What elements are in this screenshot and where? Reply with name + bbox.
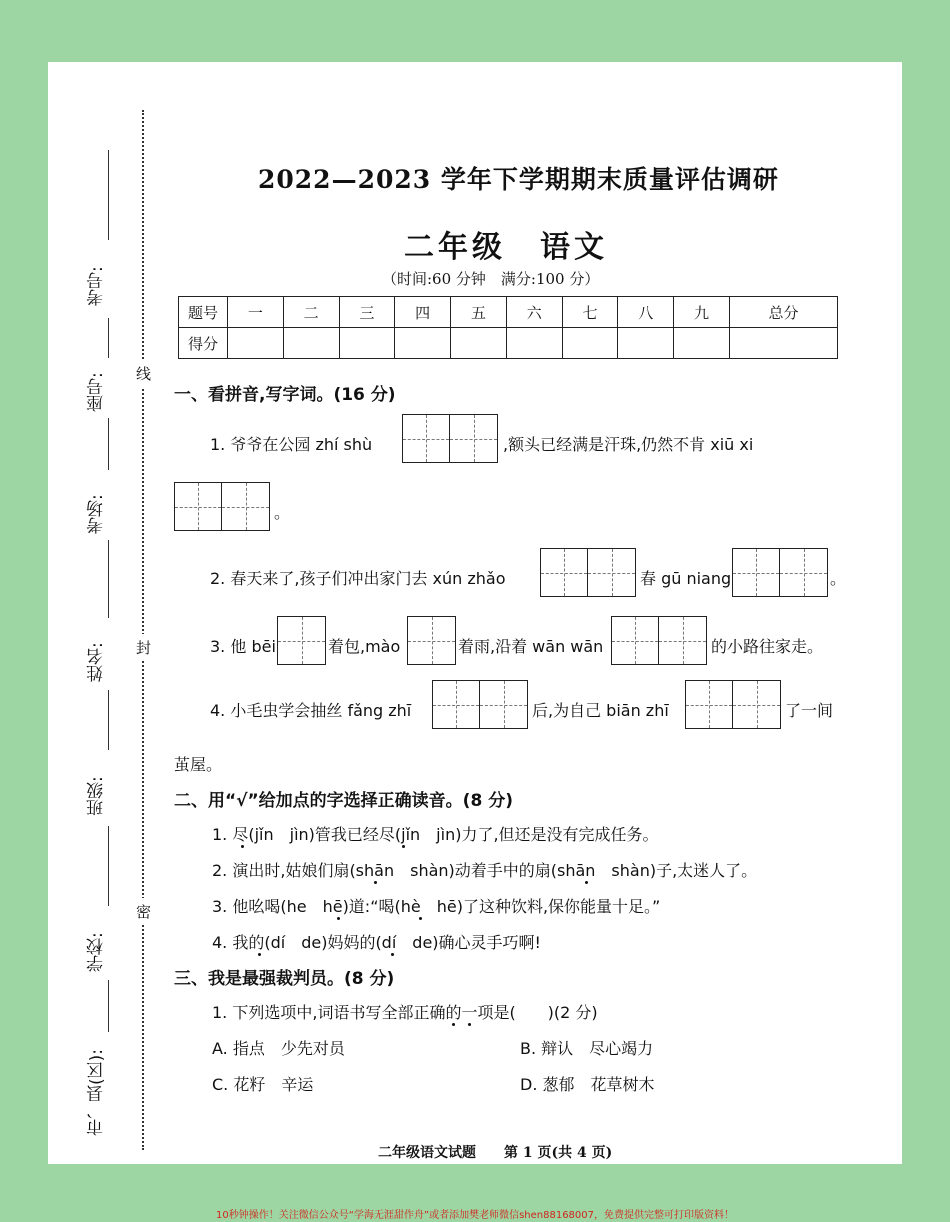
q3-text-b: 着包,mào [328,637,401,656]
school-line [108,826,109,906]
column-header: 九 [674,297,730,328]
pronunciation-item: 2. 演出时,姑娘们扇(shān shàn)动着手中的扇(shān shàn)子,太迷人了。 [212,861,758,880]
q4-text-c: 了一间 [785,701,834,720]
binding-dotted-line [142,110,144,1150]
writing-grid[interactable] [732,548,828,597]
column-header: 二 [283,297,339,328]
page-footer: 二年级语文试题 第 1 页(共 4 页) [378,1145,613,1161]
score-cell [395,328,451,359]
q4-text-d: 茧屋。 [174,755,223,774]
writing-grid[interactable] [402,414,498,463]
writing-grid[interactable] [685,680,781,729]
emphasis-dot [374,881,377,884]
q3-text-d: 的小路往家走。 [711,637,824,656]
writing-grid[interactable] [540,548,636,597]
q4-text-a: 4. 小毛虫学会抽丝 fǎng zhī [210,701,412,720]
emphasis-dot [452,1023,455,1026]
writing-grid[interactable] [277,616,326,665]
emphasis-dot [468,1023,471,1026]
seat-number-line [108,318,109,358]
exam-title: 2022—2023 学年下学期期末质量评估调研 [258,165,779,194]
grade-subject-title: 二年级 语文 [404,230,608,265]
score-cell [506,328,562,359]
writing-grid[interactable] [407,616,456,665]
option-c: C. 花籽 辛运 [212,1075,314,1094]
q1-text-a: 1. 爷爷在公园 zhí shù [210,435,373,454]
score-cell [562,328,618,359]
score-row [179,328,838,359]
emphasis-dot [258,953,261,956]
score-cell [339,328,395,359]
score-table [178,296,838,359]
score-cell [729,328,837,359]
score-cell [674,328,730,359]
option-d: D. 葱郁 花草树木 [520,1075,655,1094]
q1-text-b: ,额头已经满是汗珠,仍然不肯 xiū xi [503,435,754,454]
writing-grid[interactable] [174,482,270,531]
district-label: 市、县(区): [87,1049,107,1136]
column-header: 四 [395,297,451,328]
q4-text-b: 后,为自己 biān zhī [532,701,669,720]
score-cell [283,328,339,359]
q2-text-c: 。 [830,569,847,588]
seal-line-char: 线 [136,360,151,387]
class-line [108,690,109,750]
q2-text-b: 春 gū niang [640,569,732,588]
column-header: 七 [562,297,618,328]
q2-text-a: 2. 春天来了,孩子们冲出家门去 xún zhǎo [210,569,506,588]
row-label: 得分 [179,328,228,359]
emphasis-dot [391,953,394,956]
q1-text-c: 。 [274,503,291,522]
pronunciation-item: 1. 尽(jǐn jìn)管我已经尽(jǐn jìn)力了,但还是没有完成任务。 [212,825,659,844]
option-a: A. 指点 少先对员 [212,1039,345,1058]
column-header: 总分 [729,297,837,328]
pronunciation-item: 3. 他吆喝(he hē)道:“喝(hè hē)了这种饮料,保你能量十足。” [212,897,661,916]
exam-number-line [108,150,109,240]
name-label: 姓名: [87,642,107,682]
question-number-row [179,297,838,328]
column-header: 五 [451,297,507,328]
option-b: B. 辩认 尽心竭力 [520,1039,654,1058]
score-cell [228,328,284,359]
emphasis-dot [419,917,422,920]
exam-room-label: 考场: [87,494,107,534]
column-header: 六 [506,297,562,328]
name-line [108,540,109,618]
section-2-heading: 二、用“√”给加点的字选择正确读音。(8 分) [174,791,513,811]
emphasis-dot [402,845,405,848]
row-label: 题号 [179,297,228,328]
secret-char: 密 [136,898,151,925]
emphasis-dot [585,881,588,884]
writing-grid[interactable] [432,680,528,729]
emphasis-dot [337,917,340,920]
column-header: 一 [228,297,284,328]
class-label: 班级: [87,776,107,816]
exam-number-label: 考号: [87,266,107,306]
time-score-info: （时间:60 分钟 满分:100 分） [382,270,600,288]
seal-char: 封 [136,634,151,661]
score-cell [451,328,507,359]
emphasis-dot [241,845,244,848]
section-1-heading: 一、看拼音,写字词。(16 分) [174,385,396,405]
column-header: 三 [339,297,395,328]
promo-banner: 10秒钟操作！关注微信公众号“学海无涯甜作舟”或者添加樊老师微信shen88168007，免费提供完整可打印版资料！ [215,1210,735,1221]
score-cell [618,328,674,359]
seat-number-label: 座号: [87,372,107,412]
school-label: 学校: [87,932,107,972]
column-header: 八 [618,297,674,328]
q3-text-a: 3. 他 bēi [210,637,276,656]
q3-text-c: 着雨,沿着 wān wān [458,637,604,656]
q3-1-text: 1. 下列选项中,词语书写全部正确的一项是( )(2 分) [212,1003,598,1022]
writing-grid[interactable] [611,616,707,665]
exam-room-line [108,418,109,470]
district-line [108,980,109,1032]
pronunciation-item: 4. 我的(dí de)妈妈的(dí de)确心灵手巧啊! [212,933,541,952]
section-3-heading: 三、我是最强裁判员。(8 分) [174,969,395,989]
